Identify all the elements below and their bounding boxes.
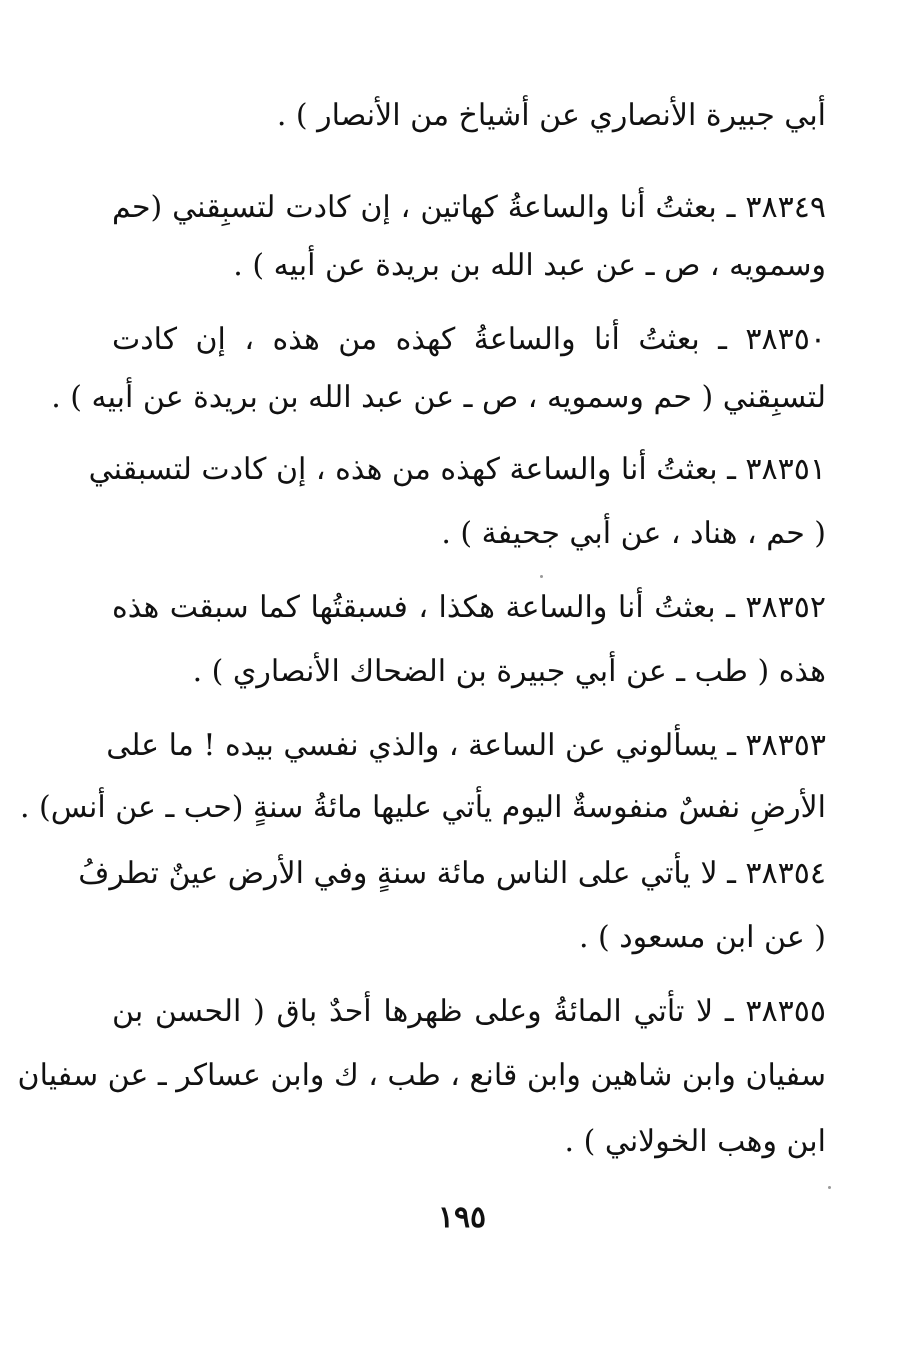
- hadith-38351-line-1: ٣٨٣٥١ ـ بعثتُ أنا والساعة كهذه من هذه ، إن كادت لتسبقني: [88, 452, 826, 487]
- paper-speck: [828, 1186, 831, 1189]
- hadith-38349-line-1: ٣٨٣٤٩ ـ بعثتُ أنا والساعةُ كهاتين ، إن كادت لتسبِقني (حم: [112, 190, 826, 225]
- hadith-38354-line-1: ٣٨٣٥٤ ـ لا يأتي على الناس مائة سنةٍ وفي الأرض عينٌ تطرفُ: [78, 856, 826, 891]
- paper-speck: [540, 575, 543, 578]
- hadith-38353-line-2: الأرضِ نفسٌ منفوسةٌ اليوم يأتي عليها مائةُ سنةٍ (حب ـ عن أنس) .: [19, 790, 826, 825]
- hadith-38355-line-2: سفيان وابن شاهين وابن قانع ، طب ، ك وابن عساكر ـ عن سفيان: [17, 1058, 826, 1093]
- hadith-38352-line-2: هذه ( طب ـ عن أبي جبيرة بن الضحاك الأنصاري ) .: [192, 654, 826, 689]
- hadith-38355-line-1: ٣٨٣٥٥ ـ لا تأتي المائةُ وعلى ظهرها أحدٌ باق ( الحسن بن: [112, 994, 826, 1029]
- hadith-38354-line-2: ( عن ابن مسعود ) .: [578, 920, 826, 955]
- text-line-continuation: أبي جبيرة الأنصاري عن أشياخ من الأنصار ) .: [276, 98, 826, 133]
- hadith-38351-line-2: ( حم ، هناد ، عن أبي جحيفة ) .: [441, 516, 826, 551]
- hadith-38353-line-1: ٣٨٣٥٣ ـ يسألوني عن الساعة ، والذي نفسي بيده ! ما على: [106, 728, 826, 763]
- page-number: ١٩٥: [437, 1200, 487, 1235]
- hadith-38355-line-3: ابن وهب الخولاني ) .: [564, 1124, 826, 1159]
- hadith-38349-line-2: وسمويه ، ص ـ عن عبد الله بن بريدة عن أبيه ) .: [233, 248, 826, 283]
- hadith-38350-line-2: لتسبِقني ( حم وسمويه ، ص ـ عن عبد الله بن بريدة عن أبيه ) .: [51, 380, 826, 415]
- hadith-38350-line-1: ٣٨٣٥٠ ـ بعثتُ أنا والساعةُ كهذه من هذه ، إن كادت: [112, 322, 826, 357]
- hadith-38352-line-1: ٣٨٣٥٢ ـ بعثتُ أنا والساعة هكذا ، فسبقتُها كما سبقت هذه: [112, 590, 826, 625]
